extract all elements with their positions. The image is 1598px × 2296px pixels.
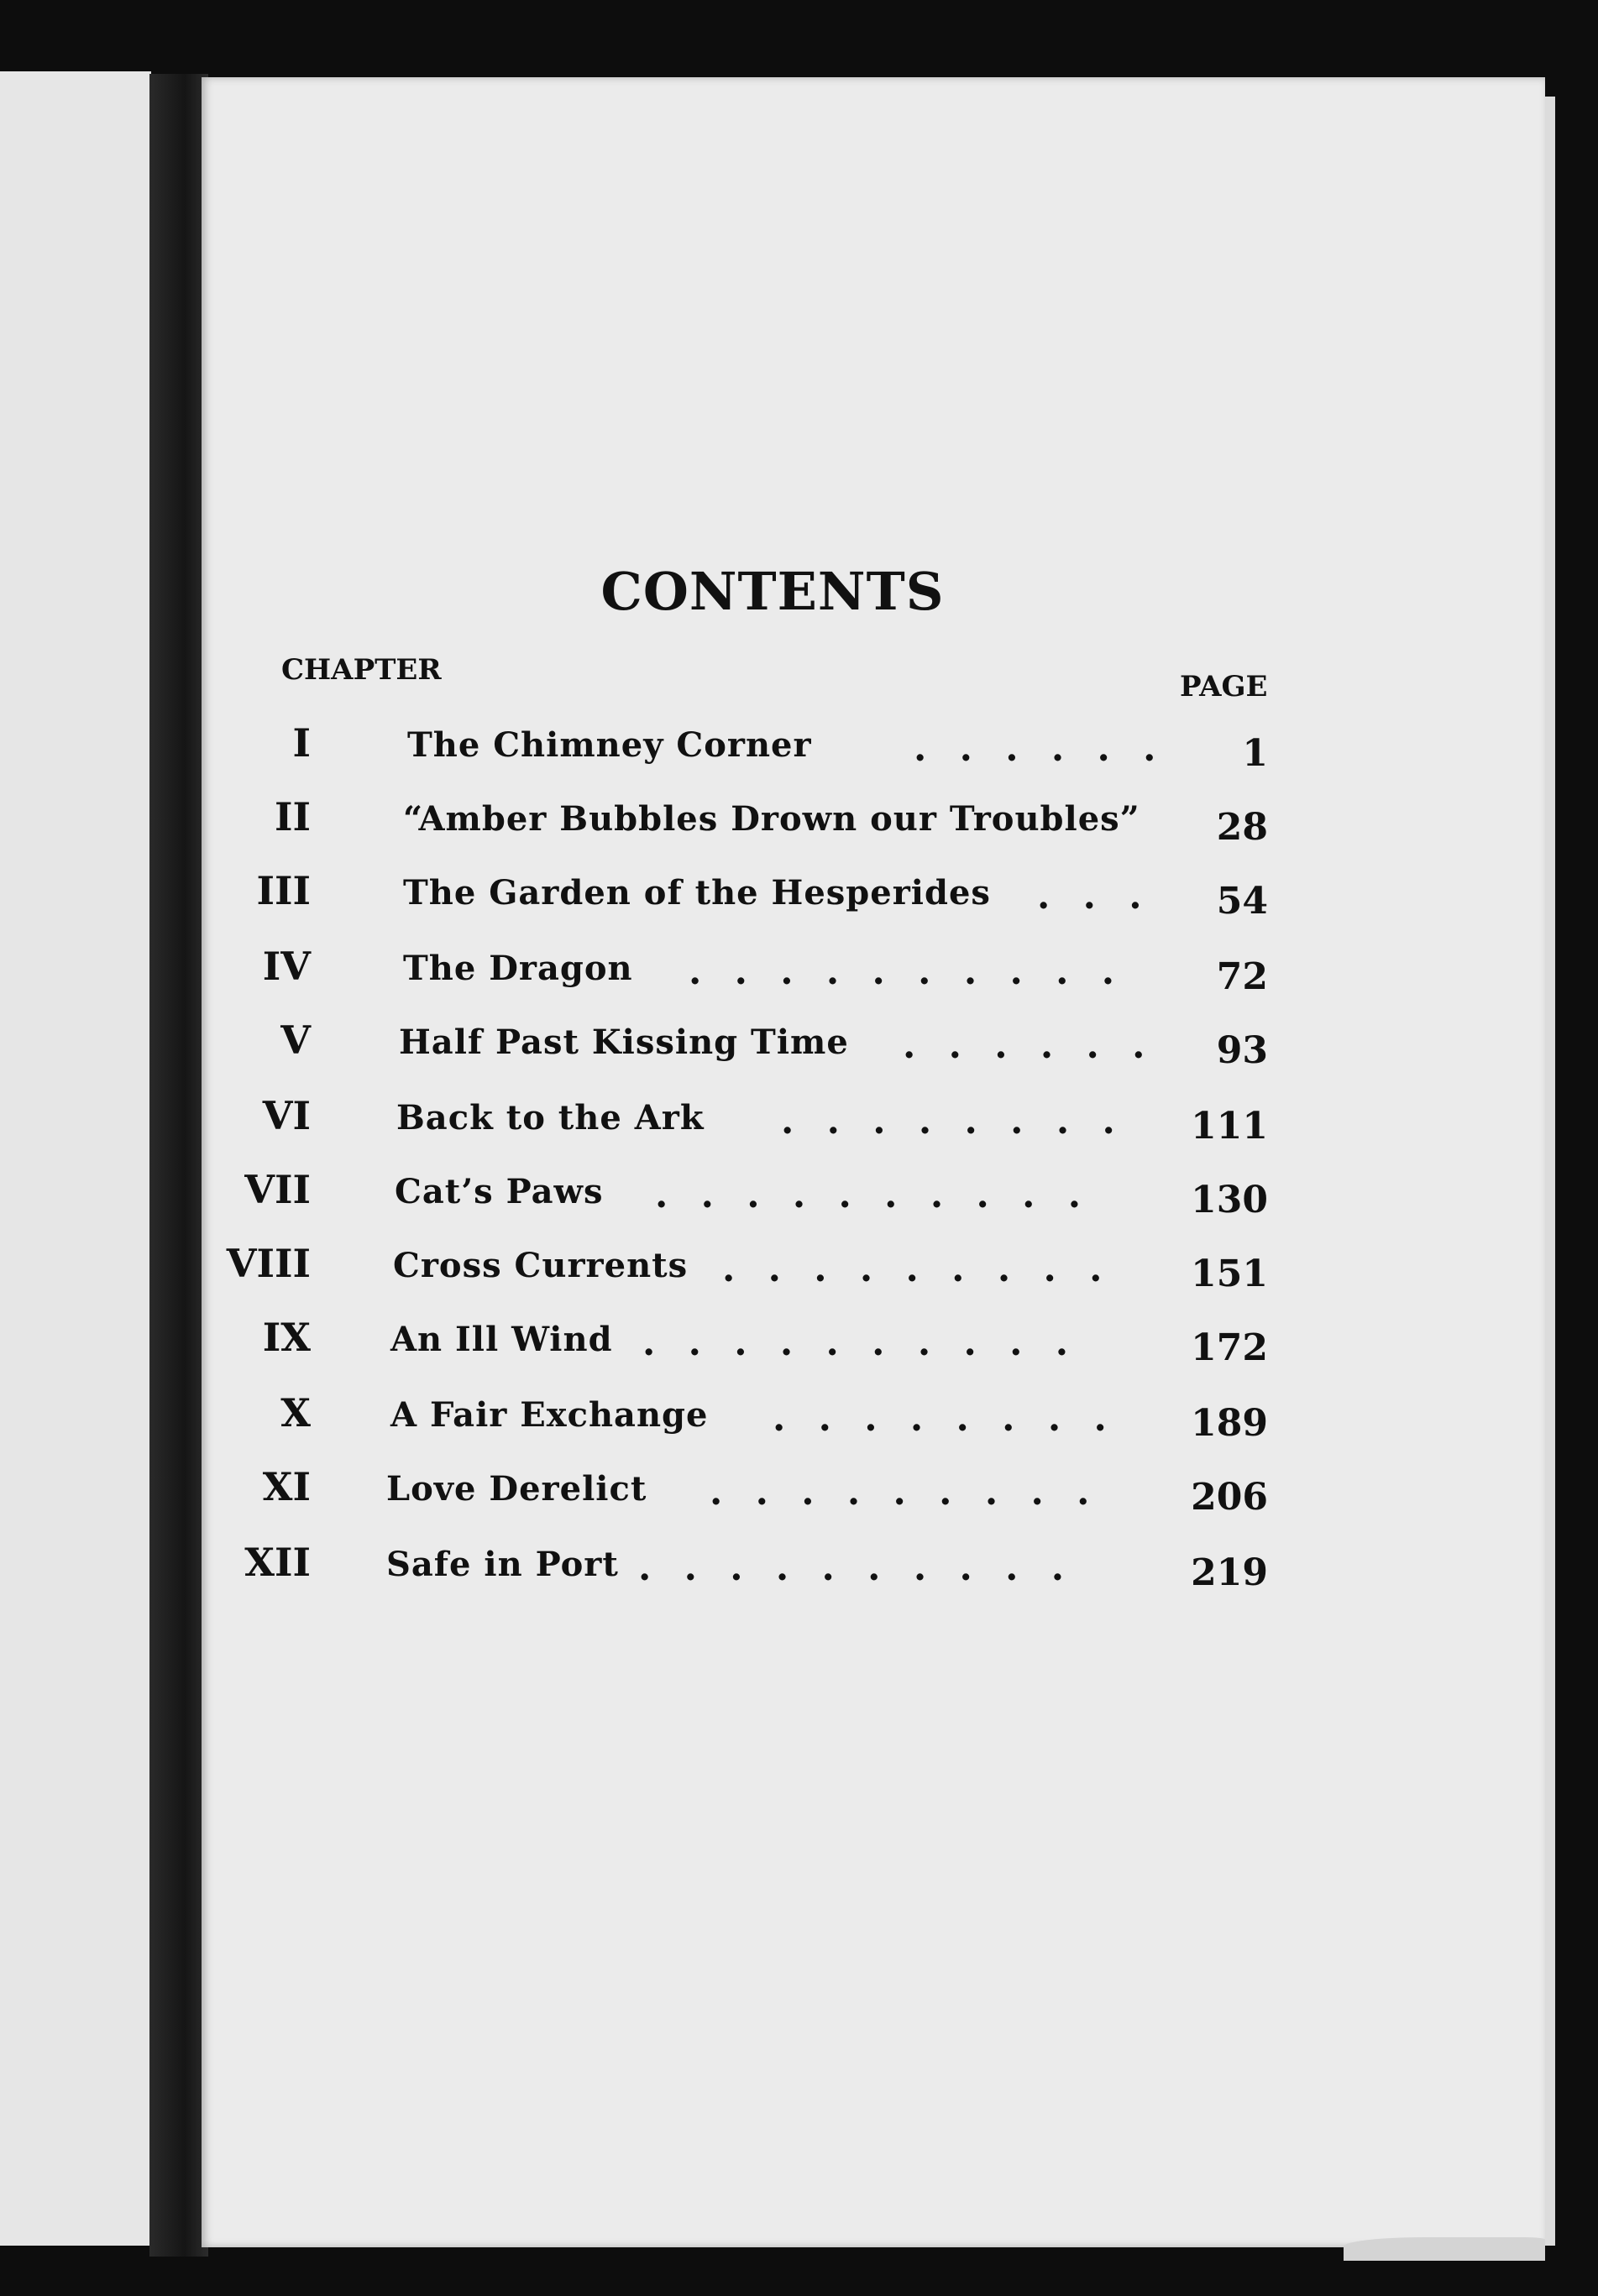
page-number: 151: [1191, 1253, 1268, 1295]
chapter-number: IX: [262, 1315, 311, 1360]
chapter-title: Love Derelict: [386, 1469, 647, 1509]
chapter-number: V: [280, 1017, 311, 1063]
page-number: 189: [1191, 1402, 1268, 1445]
dot-leader: . . . . . . . . .: [722, 1247, 1113, 1290]
paper-scrap: [1344, 2237, 1545, 2261]
toc-entry: [252, 868, 1268, 927]
page-number: 54: [1216, 880, 1268, 923]
toc-entry: [252, 1464, 1268, 1523]
chapter-title: A Fair Exchange: [390, 1395, 709, 1435]
dot-leader: . . .: [1037, 875, 1152, 918]
chapter-number: VII: [244, 1167, 311, 1212]
page-number: 219: [1191, 1551, 1268, 1594]
dot-leader: . . . . . . . . . .: [689, 950, 1125, 993]
dot-leader: . . . . . . . . . .: [642, 1321, 1079, 1364]
dot-leader: . . . . . . . . . .: [638, 1546, 1075, 1589]
toc-entry: [252, 944, 1268, 1002]
dot-leader: . . . . . . . .: [781, 1100, 1125, 1143]
chapter-title: An Ill Wind: [390, 1320, 613, 1359]
page-number: 28: [1216, 806, 1268, 849]
page-number: 172: [1191, 1326, 1268, 1369]
page-number: 111: [1191, 1105, 1268, 1148]
dot-leader: . . . . . .: [903, 1024, 1155, 1067]
page-number: 93: [1216, 1029, 1268, 1072]
contents-page: [202, 77, 1545, 2247]
chapter-title: Cat’s Paws: [395, 1172, 604, 1211]
chapter-number: XII: [244, 1540, 311, 1585]
chapter-title: Cross Currents: [393, 1246, 689, 1285]
page-column-header: PAGE: [1180, 670, 1268, 703]
chapter-title: The Garden of the Hesperides: [403, 873, 991, 913]
page-number: 72: [1216, 955, 1268, 998]
chapter-title: Half Past Kissing Time: [399, 1022, 849, 1062]
contents-heading: CONTENTS: [600, 561, 945, 622]
toc-entry: [252, 794, 1268, 853]
page-number: 206: [1191, 1476, 1268, 1519]
dot-leader: . . . . . . . .: [773, 1397, 1117, 1440]
toc-entry: [252, 1093, 1268, 1152]
chapter-number: X: [280, 1390, 311, 1436]
chapter-number: III: [256, 868, 311, 913]
chapter-column-header: CHAPTER: [281, 653, 442, 687]
toc-entry: [252, 1017, 1268, 1076]
book-gutter: [149, 74, 208, 2257]
toc-entry: [252, 720, 1268, 779]
chapter-title: The Dragon: [403, 949, 633, 988]
chapter-number: XI: [262, 1464, 311, 1509]
toc-entry: [244, 1540, 1268, 1598]
chapter-title: Safe in Port: [386, 1545, 619, 1584]
page-edge: [1545, 97, 1555, 2246]
chapter-number: IV: [262, 944, 311, 989]
chapter-number: VIII: [226, 1241, 311, 1286]
previous-page-edge: [0, 71, 151, 2246]
toc-entry: [244, 1167, 1268, 1226]
chapter-title: “Amber Bubbles Drown our Troubles”: [403, 799, 1140, 839]
toc-entry: [252, 1315, 1268, 1373]
page-number: 130: [1191, 1179, 1268, 1221]
chapter-title: Back to the Ark: [396, 1098, 705, 1138]
chapter-number: I: [292, 720, 311, 766]
dot-leader: . . . . . . . . .: [710, 1471, 1100, 1514]
chapter-number: VI: [262, 1093, 311, 1138]
dot-leader: . . . . . . . . . .: [655, 1174, 1092, 1216]
toc-entry: [226, 1241, 1268, 1300]
dot-leader: . . . . . .: [914, 727, 1166, 770]
chapter-title: The Chimney Corner: [407, 725, 812, 765]
chapter-number: II: [274, 794, 311, 839]
toc-entry: [252, 1390, 1268, 1449]
page-number: 1: [1242, 732, 1268, 775]
